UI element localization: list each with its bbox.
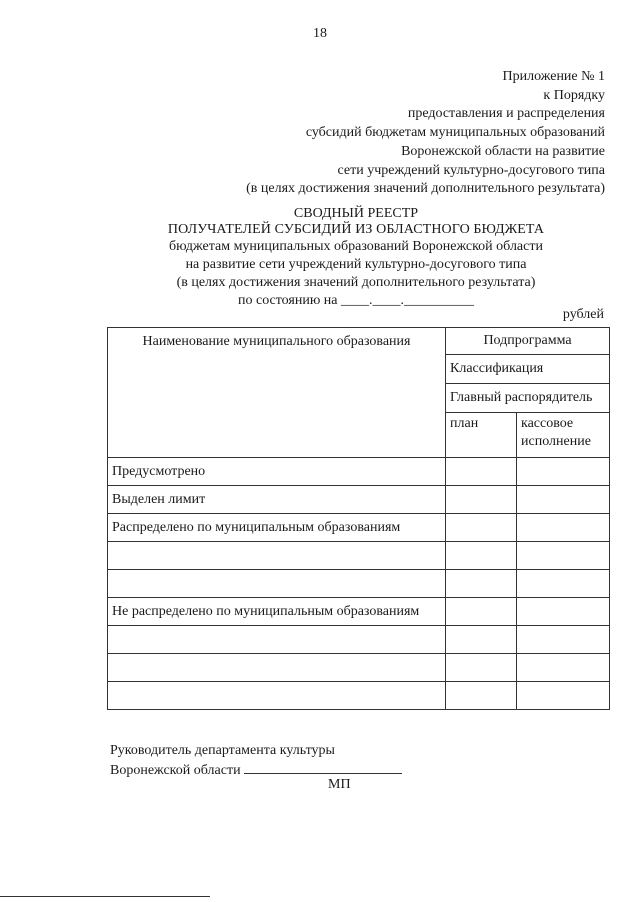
document-title: [50, 206, 640, 310]
table-row: [108, 682, 610, 710]
appendix-line: Приложение № 1: [502, 69, 605, 84]
header-classification: Классификация: [446, 355, 610, 384]
title-line-2: ПОЛУЧАТЕЛЕЙ СУБСИДИЙ ИЗ ОБЛАСТНОГО БЮДЖЕТА: [167, 222, 545, 237]
table-row: [108, 458, 610, 486]
plan-cell: [446, 626, 517, 654]
header-subprogram: Подпрограмма: [446, 328, 610, 355]
currency-unit: рублей: [562, 307, 604, 322]
cash-cell: [517, 654, 610, 682]
plan-cell: [446, 458, 517, 486]
plan-cell: [446, 682, 517, 710]
stamp-place: МП: [328, 777, 351, 792]
row-label: [108, 570, 446, 598]
cash-cell: [517, 682, 610, 710]
table-row: [108, 514, 610, 542]
header-main-manager: Главный распорядитель: [446, 384, 610, 413]
plan-cell: [446, 542, 517, 570]
appendix-line: (в целях достижения значений дополнительного результата): [246, 181, 605, 197]
appendix-reference: [246, 68, 605, 199]
plan-cell: [446, 486, 517, 514]
title-line-4: на развитие сети учреждений культурно-досугового типа: [185, 257, 527, 272]
appendix-line: Воронежской области на развитие: [401, 143, 605, 159]
header-cash-execution: кассовое исполнение: [517, 413, 610, 458]
table-row: [108, 570, 610, 598]
plan-cell: [446, 514, 517, 542]
signature-block: [110, 742, 402, 780]
title-date-line: по состоянию на ____.____.__________: [237, 293, 475, 308]
table-row: [108, 654, 610, 682]
signature-title-line-1: Руководитель департамента культуры: [110, 743, 335, 758]
registry-table: [107, 327, 610, 710]
row-label: [108, 626, 446, 654]
page-number: 18: [313, 26, 327, 41]
row-label: [108, 682, 446, 710]
appendix-line: сети учреждений культурно-досугового типа: [337, 162, 605, 178]
cash-cell: [517, 598, 610, 626]
signature-line: [244, 760, 402, 774]
row-label: [108, 542, 446, 570]
cash-cell: [517, 514, 610, 542]
appendix-line: к Порядку: [543, 87, 605, 103]
row-label: Предусмотрено: [108, 458, 446, 486]
signature-title-line-2: [110, 760, 402, 780]
table-row: [108, 542, 610, 570]
cash-cell: [517, 458, 610, 486]
appendix-line: предоставления и распределения: [407, 106, 605, 122]
table-row: [108, 486, 610, 514]
plan-cell: [446, 570, 517, 598]
cash-cell: [517, 570, 610, 598]
row-label: Выделен лимит: [108, 486, 446, 514]
row-label: Распределено по муниципальным образованиям: [108, 514, 446, 542]
cash-cell: [517, 486, 610, 514]
row-label: Не распределено по муниципальным образованиям: [108, 598, 446, 626]
table-row: [108, 598, 610, 626]
row-label: [108, 654, 446, 682]
cash-cell: [517, 542, 610, 570]
title-line-1: СВОДНЫЙ РЕЕСТР: [293, 206, 419, 221]
plan-cell: [446, 654, 517, 682]
header-municipality-name: Наименование муниципального образования: [108, 328, 446, 458]
header-plan: план: [446, 413, 517, 458]
appendix-line: субсидий бюджетам муниципальных образований: [305, 125, 605, 141]
table-row: [108, 626, 610, 654]
signature-title-text: Воронежской области: [110, 763, 241, 778]
cash-cell: [517, 626, 610, 654]
title-line-3: бюджетам муниципальных образований Воронежской области: [169, 239, 543, 254]
footer-divider: [0, 896, 210, 897]
plan-cell: [446, 598, 517, 626]
title-line-5: (в целях достижения значений дополнительного результата): [176, 275, 536, 290]
